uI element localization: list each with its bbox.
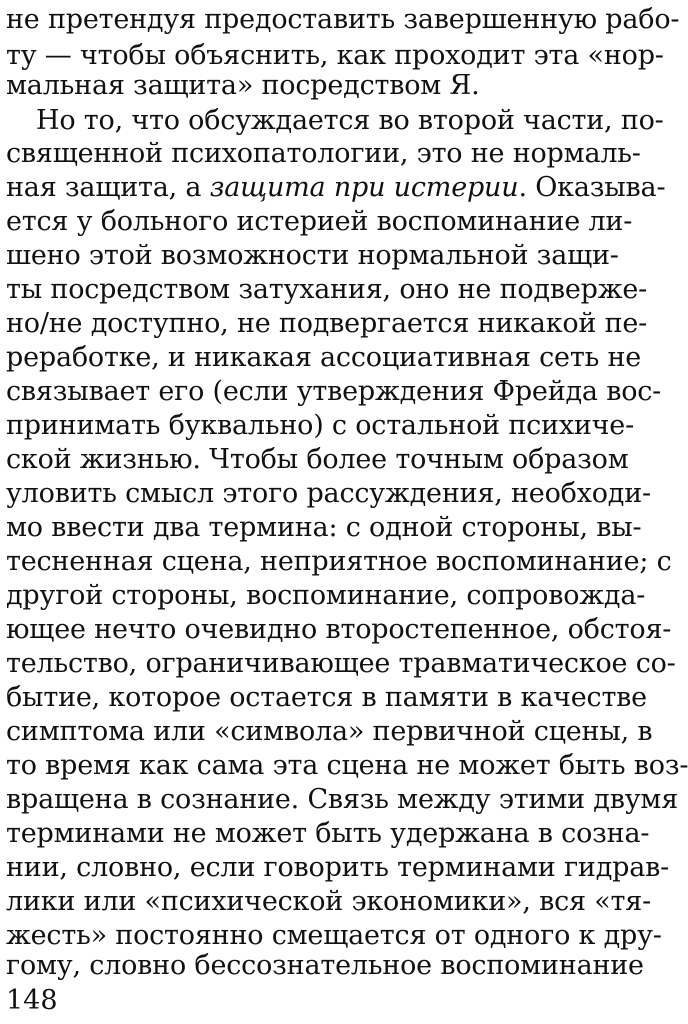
text-line: ской жизнью. Чтобы более точным образом — [6, 444, 629, 475]
text-line: то время как сама эта сцена не может быть воз- — [6, 750, 688, 781]
paragraph-start-line: Но то, что обсуждается во второй части, по- — [36, 105, 664, 136]
text-line: священной психопатологии, это не нормаль- — [6, 138, 641, 169]
text-line: вращена в сознание. Связь между этими двумя — [6, 784, 679, 815]
text-line: терминами не может быть удержана в созна- — [6, 818, 650, 849]
text-line: нии, словно, если говорить терминами гидрав- — [6, 852, 670, 883]
text-line: связывает его (если утверждения Фрейда вос- — [6, 376, 662, 407]
text-line: не претендуя предоставить завершенную рабо- — [6, 4, 680, 35]
text-line: ту — чтобы объяснить, как проходит эта «нор- — [6, 40, 664, 71]
text-line: лики или «психической экономики», вся «тя- — [6, 886, 652, 917]
text-line: мо ввести два термина: с одной стороны, вы- — [6, 512, 642, 543]
text-line: гому, словно бессознательное воспоминание — [6, 950, 644, 981]
text-line: принимать буквально) с остальной психичe- — [6, 410, 635, 441]
text-line: тельство, ограничивающее травматическое со- — [6, 648, 676, 679]
text-line: ты посредством затухания, оно не подвержe- — [6, 274, 648, 305]
text-line: уловить смысл этого рассуждения, необходи- — [6, 478, 651, 509]
text-line: другой стороны, воспоминание, сопровожда- — [6, 580, 646, 611]
text-line: но/не доступно, не подвергается никакой пе- — [6, 308, 648, 339]
text-run: ная защита, а — [6, 172, 210, 203]
text-line: тесненная сцена, неприятное воспоминание; с — [6, 546, 672, 577]
text-run: . Оказыва- — [518, 172, 666, 203]
text-line: шено этой возможности нормальной защи- — [6, 240, 619, 271]
text-line: бытие, которое остается в памяти в качестве — [6, 682, 647, 713]
text-line: ется у больного истерией воспоминание ли- — [6, 206, 633, 237]
text-line: жесть» постоянно смещается от одного к дру- — [6, 920, 662, 951]
text-line: симптома или «символа» первичной сцены, в — [6, 716, 653, 747]
page-number: 148 — [6, 985, 58, 1016]
text-line: реработке, и никакая ассоциативная сеть не — [6, 342, 642, 373]
text-line: мальная защита» посредством Я. — [6, 70, 480, 101]
text-line: ющее нечто очевидно второстепенное, обстоя- — [6, 614, 672, 645]
emphasis-text: защита при истерии — [209, 172, 519, 203]
